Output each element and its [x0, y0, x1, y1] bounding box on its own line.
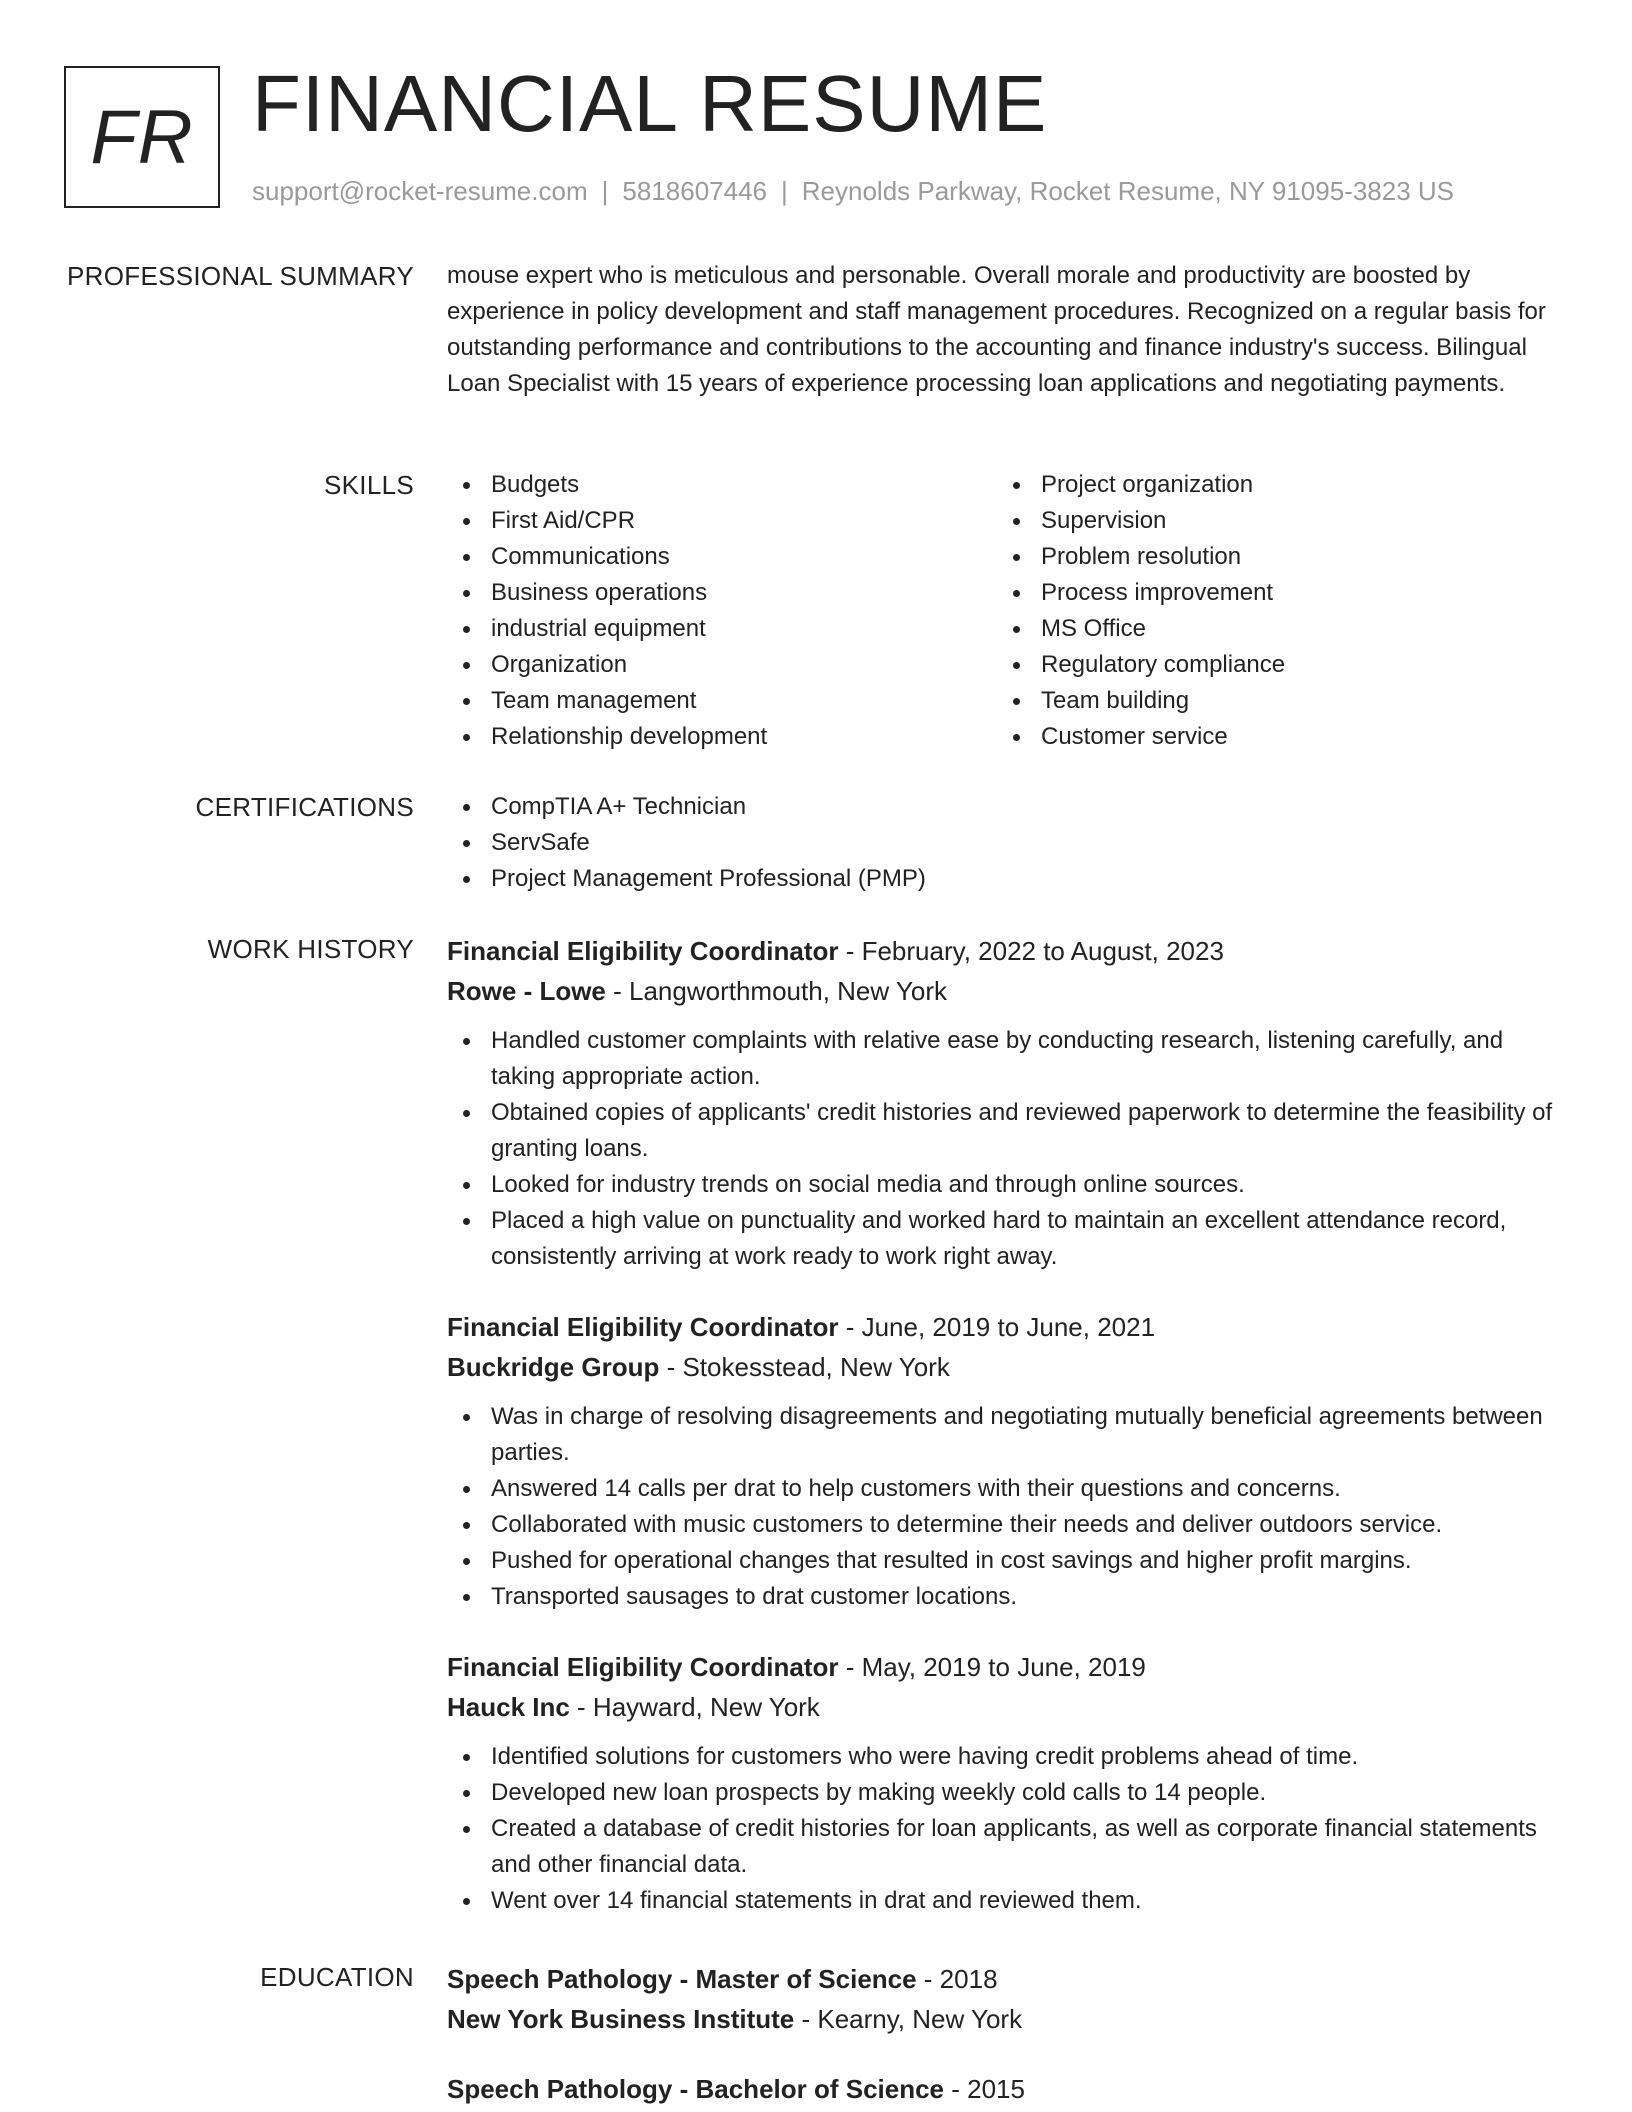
contact-phone: 5818607446 [622, 176, 767, 206]
skill-item: Regulatory compliance [997, 647, 1547, 683]
skills-column-right [997, 467, 1547, 755]
job-company: Hauck Inc [447, 1692, 570, 1722]
education-entry [447, 2069, 1557, 2109]
job-company-line [447, 1347, 1557, 1387]
job-bullet: Placed a high value on punctuality and worked hard to maintain an excellent attendance record, consistently arriving at work ready to work right away. [447, 1203, 1557, 1275]
job-bullet: Handled customer complaints with relative ease by conducting research, listening carefully, and taking appropriate action. [447, 1023, 1557, 1095]
job-title-line [447, 1307, 1557, 1347]
education-degree: Speech Pathology - Bachelor of Science [447, 2074, 945, 2104]
education-body [447, 1959, 1557, 2109]
job-bullet: Pushed for operational changes that resulted in cost savings and higher profit margins. [447, 1543, 1557, 1579]
skill-item: Supervision [997, 503, 1547, 539]
job-entry [447, 1307, 1557, 1615]
job-bullet: Answered 14 calls per drat to help customers with their questions and concerns. [447, 1471, 1557, 1507]
skill-item: Team management [447, 683, 997, 719]
job-bullet: Went over 14 financial statements in drat and reviewed them. [447, 1883, 1557, 1919]
contact-line [252, 174, 1454, 208]
job-title: Financial Eligibility Coordinator [447, 1312, 839, 1342]
summary-text: mouse expert who is meticulous and personable. Overall morale and productivity are boosted by experience in policy development and staff management procedures. Recognized on a regular basis for outstanding performance and contributions to the accounting and finance industry's success. Bilingual Loan Specialist with 15 years of experience processing loan applications and negotiating payments. [447, 262, 1546, 397]
skills-body [447, 467, 1557, 755]
job-title-line [447, 931, 1557, 971]
job-entry [447, 1647, 1557, 1919]
job-bullet: Transported sausages to drat customer locations. [447, 1579, 1557, 1615]
job-bullet: Was in charge of resolving disagreements and negotiating mutually beneficial agreements between parties. [447, 1399, 1557, 1471]
job-company: Rowe - Lowe [447, 976, 606, 1006]
skills-column-left [447, 467, 997, 755]
skill-item: Communications [447, 539, 997, 575]
job-location: - Langworthmouth, New York [605, 976, 947, 1006]
job-location: - Hayward, New York [569, 1692, 820, 1722]
education-school: New York Business Institute [447, 2004, 795, 2034]
education-degree: Speech Pathology - Master of Science [447, 1964, 917, 1994]
job-bullet: Looked for industry trends on social media and through online sources. [447, 1167, 1557, 1203]
job-bullets [447, 1023, 1557, 1275]
skill-item: Business operations [447, 575, 997, 611]
job-bullets [447, 1739, 1557, 1919]
education-location: - Kearny, New York [794, 2004, 1023, 2034]
certifications-body [447, 789, 1557, 897]
certification-item: ServSafe [447, 825, 1557, 861]
job-bullet: Developed new loan prospects by making weekly cold calls to 14 people. [447, 1775, 1557, 1811]
work-history-body [447, 931, 1557, 1919]
job-bullets [447, 1399, 1557, 1615]
job-dates: - February, 2022 to August, 2023 [838, 936, 1224, 966]
job-bullet: Identified solutions for customers who were having credit problems ahead of time. [447, 1739, 1557, 1775]
job-location: - Stokesstead, New York [659, 1352, 950, 1382]
resume-name: FINANCIAL RESUME [252, 59, 1048, 148]
skill-item: Project organization [997, 467, 1547, 503]
job-title-line [447, 1647, 1557, 1687]
work-history-label: WORK HISTORY [207, 934, 414, 964]
job-company-line [447, 971, 1557, 1011]
certifications-label: CERTIFICATIONS [195, 792, 414, 822]
job-bullet: Created a database of credit histories for loan applicants, as well as corporate financial statements and other financial data. [447, 1811, 1557, 1883]
job-title: Financial Eligibility Coordinator [447, 1652, 839, 1682]
job-bullet: Collaborated with music customers to determine their needs and deliver outdoors service. [447, 1507, 1557, 1543]
skill-item: Budgets [447, 467, 997, 503]
skill-item: Problem resolution [997, 539, 1547, 575]
skill-item: Organization [447, 647, 997, 683]
summary-body [447, 258, 1557, 402]
job-entry [447, 931, 1557, 1275]
contact-separator: | [601, 176, 609, 206]
education-school-line [447, 1999, 1557, 2039]
skill-item: Team building [997, 683, 1547, 719]
contact-address: Reynolds Parkway, Rocket Resume, NY 91095-3823 US [801, 176, 1455, 206]
skill-item: MS Office [997, 611, 1547, 647]
job-dates: - June, 2019 to June, 2021 [838, 1312, 1156, 1342]
education-year: - 2015 [944, 2074, 1025, 2104]
skill-item: Process improvement [997, 575, 1547, 611]
certification-item: Project Management Professional (PMP) [447, 861, 1557, 897]
job-company-line [447, 1687, 1557, 1727]
summary-label: PROFESSIONAL SUMMARY [67, 261, 414, 291]
monogram-badge: FR [64, 66, 220, 208]
education-entry [447, 1959, 1557, 2039]
skills-label: SKILLS [324, 470, 414, 500]
contact-email: support@rocket-resume.com [252, 176, 588, 206]
skill-item: industrial equipment [447, 611, 997, 647]
job-dates: - May, 2019 to June, 2019 [838, 1652, 1146, 1682]
skill-item: Relationship development [447, 719, 997, 755]
education-degree-line [447, 1959, 1557, 1999]
education-degree-line [447, 2069, 1557, 2109]
education-year: - 2018 [916, 1964, 998, 1994]
job-bullet: Obtained copies of applicants' credit histories and reviewed paperwork to determine the feasibility of granting loans. [447, 1095, 1557, 1167]
contact-separator: | [781, 176, 788, 206]
job-title: Financial Eligibility Coordinator [447, 936, 839, 966]
certification-item: CompTIA A+ Technician [447, 789, 1557, 825]
skill-item: Customer service [997, 719, 1547, 755]
skill-item: First Aid/CPR [447, 503, 997, 539]
education-label: EDUCATION [260, 1962, 414, 1992]
job-company: Buckridge Group [447, 1352, 660, 1382]
